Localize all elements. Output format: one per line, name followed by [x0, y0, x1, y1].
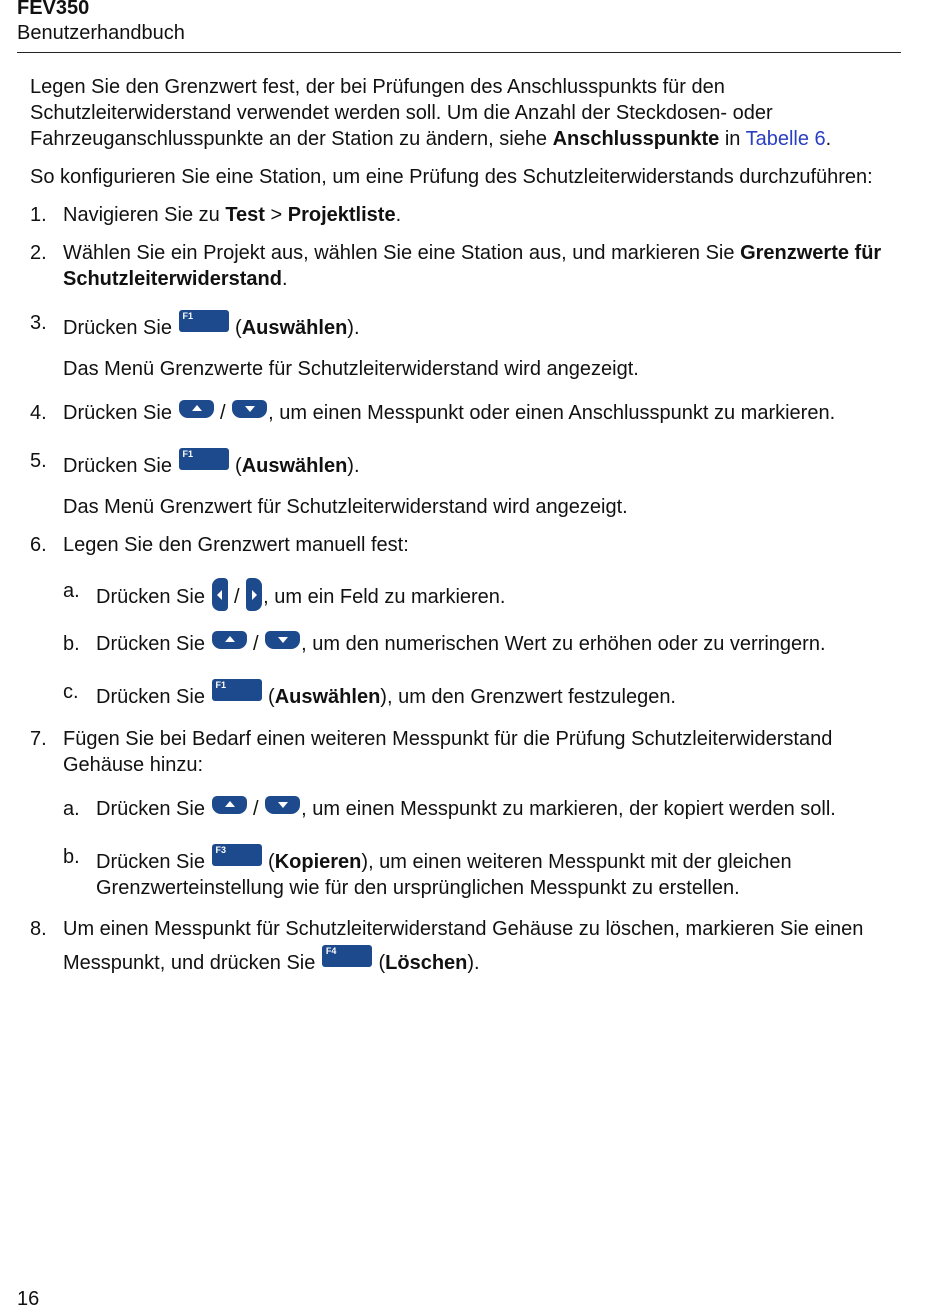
step-5-note: Das Menü Grenzwert für Schutzleiterwiderstand wird angezeigt. — [63, 496, 628, 518]
up-arrow-key-icon — [212, 796, 247, 814]
page-header — [17, 0, 901, 46]
step-number: 5. — [30, 450, 47, 472]
step-2: 2. Wählen Sie ein Projekt aus, wählen Sie eine Station aus, und markieren Sie Grenzwerte für Schutzleiterwiderstand. — [30, 242, 882, 290]
anschlusspunkte-term: Anschlusspunkte — [552, 128, 720, 150]
step-6c: c. Drücken Sie F1 (Auswählen), um den Grenzwert festzulegen. — [63, 680, 676, 708]
f1-key-icon: F1 — [212, 679, 262, 701]
down-arrow-key-icon — [265, 631, 300, 649]
step-number: 4. — [30, 402, 47, 424]
substep-letter: c. — [63, 681, 79, 703]
step-7: 7. Fügen Sie bei Bedarf einen weiteren Messpunkt für die Prüfung Schutzleiterwiderstand Gehäuse hinzu: a. Drücken Sie / , um einen Messpunkt zu markieren, der kopiert werden soll. b. Drücken Sie F3 (Kopieren), um einen weiteren Messpunkt mit der gleichen Grenzwerteinstellung wie für den ursprünglichen Messpunkt zu erstellen. — [30, 726, 902, 901]
menu-test: Test — [225, 204, 265, 226]
step-3-note: Das Menü Grenzwerte für Schutzleiterwiderstand wird angezeigt. — [63, 358, 639, 380]
step-8: 8. Um einen Messpunkt für Schutzleiterwiderstand Gehäuse zu löschen, markieren Sie einen Messpunkt, und drücken Sie F4 (Löschen). — [30, 913, 902, 979]
config-intro-paragraph: So konfigurieren Sie eine Station, um eine Prüfung des Schutzleiterwiderstands durchzuführen: — [30, 166, 873, 188]
step-1: 1. Navigieren Sie zu Test > Projektliste. — [30, 204, 402, 226]
step-7a: a. Drücken Sie / , um einen Messpunkt zu markieren, der kopiert werden soll. — [63, 798, 836, 820]
step-number: 1. — [30, 204, 47, 226]
step-7b: b. Drücken Sie F3 (Kopieren), um einen weiteren Messpunkt mit der gleichen Grenzwerteinstellung wie für den ursprünglichen Messpunkt zu erstellen. — [63, 845, 792, 899]
f1-key-icon: F1 — [179, 448, 229, 470]
up-arrow-key-icon — [179, 400, 214, 418]
f3-key-icon: F3 — [212, 844, 262, 866]
menu-projektliste: Projektliste — [287, 204, 396, 226]
step-4: 4. Drücken Sie / , um einen Messpunkt oder einen Anschlusspunkt zu markieren. — [30, 402, 836, 424]
left-arrow-key-icon — [212, 578, 228, 611]
tabelle-6-link[interactable]: Tabelle 6 — [745, 128, 826, 150]
header-rule — [17, 52, 901, 53]
substep-letter: a. — [63, 798, 80, 820]
step-3: 3. Drücken Sie F1 (Auswählen). — [30, 311, 360, 339]
substep-letter: a. — [63, 580, 80, 602]
intro-paragraph: Legen Sie den Grenzwert fest, der bei Prüfungen des Anschlusspunkts für den Schutzleiterwiderstand verwendet werden soll. Um die Anzahl der Steckdosen- oder Fahrzeuganschlusspunkte an der Station zu ändern, siehe Anschlusspunkte in Tabelle 6. — [30, 76, 832, 150]
step-number: 8. — [30, 918, 47, 940]
down-arrow-key-icon — [232, 400, 267, 418]
step-6a: a. Drücken Sie / , um ein Feld zu markieren. — [63, 578, 902, 611]
down-arrow-key-icon — [265, 796, 300, 814]
step-6: 6. Legen Sie den Grenzwert manuell fest: a. Drücken Sie / , um ein Feld zu markieren. b. Drücken Sie / , um den numerischen Wert zu erhöhen oder zu verringern. c. Drücken Sie F1 (Auswählen), um den Grenzwert festzulegen. — [30, 532, 902, 710]
step-number: 6. — [30, 534, 47, 556]
f1-key-icon: F1 — [179, 310, 229, 332]
step-5: 5. Drücken Sie F1 (Auswählen). — [30, 449, 360, 477]
substep-letter: b. — [63, 846, 80, 868]
f4-key-icon: F4 — [322, 945, 372, 967]
step-6b: b. Drücken Sie / , um den numerischen Wert zu erhöhen oder zu verringern. — [63, 633, 826, 655]
step-number: 3. — [30, 312, 47, 334]
up-arrow-key-icon — [212, 631, 247, 649]
header-model: FEV350 — [17, 0, 90, 19]
page-content — [30, 74, 902, 979]
step-number: 7. — [30, 728, 47, 750]
header-subtitle: Benutzerhandbuch — [17, 22, 185, 44]
substep-letter: b. — [63, 633, 80, 655]
right-arrow-key-icon — [246, 578, 262, 611]
step-number: 2. — [30, 242, 47, 264]
page-number: 16 — [17, 1288, 40, 1310]
grenzwerte-term: Grenzwerte für Schutzleiterwiderstand — [63, 242, 882, 290]
